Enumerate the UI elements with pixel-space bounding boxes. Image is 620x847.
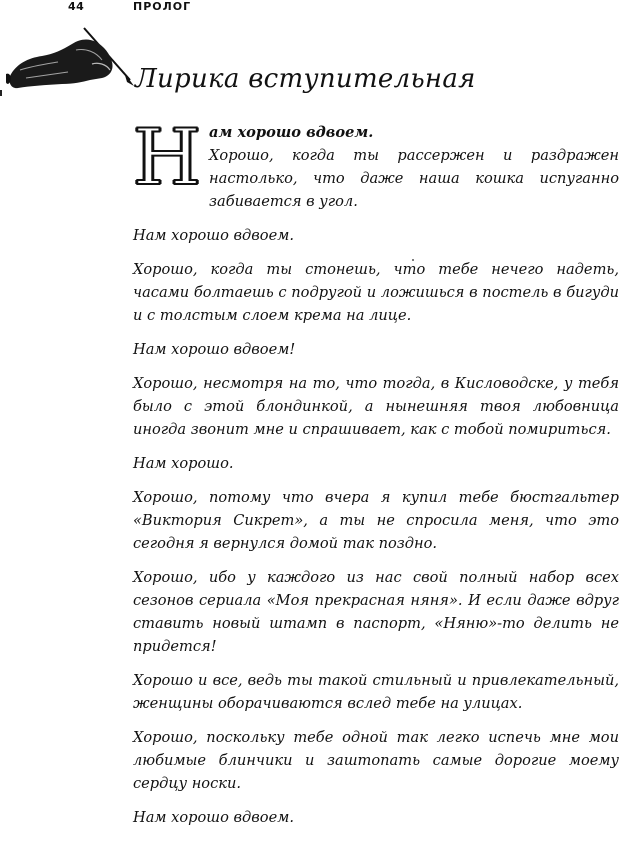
- writing-hand-icon: [6, 24, 136, 94]
- paragraph-8: Хорошо, ибо у каждого из нас свой полный набор всех сезонов сериала «Моя прекрасная няня». И если даже вдруг ставить новый штамп в паспорт, «Няню»-то делить не придется!: [133, 569, 619, 655]
- paragraph-4: Нам хорошо вдвоем!: [133, 341, 296, 358]
- paragraph-5: Хорошо, несмотря на то, что тогда, в Кисловодске, у тебя было с этой блондинкой, а нынешняя твоя любовница иногда звонит мне и спрашивает, как с тобой помириться.: [133, 375, 619, 438]
- paragraph-2: Нам хорошо вдвоем.: [133, 227, 294, 244]
- stray-dot: [412, 259, 414, 261]
- lead-line: ам хорошо вдвоем.: [209, 124, 374, 141]
- paragraph-1: Хорошо, когда ты рассержен и раздражен настолько, что даже наша кошка испуганно забивается в угол.: [209, 147, 619, 210]
- running-header: ПРОЛОГ: [133, 0, 192, 13]
- paragraph-3: Хорошо, когда ты стонешь, что тебе нечего надеть, часами болтаешь с подругой и ложишься в постель в бигуди и с толстым слоем крема на лице.: [133, 261, 619, 324]
- lead-paragraph: [133, 113, 619, 213]
- paragraph-11: Нам хорошо вдвоем.: [133, 809, 294, 826]
- body-text: [133, 113, 619, 840]
- drop-cap: Н: [133, 113, 202, 203]
- paragraph-7: Хорошо, потому что вчера я купил тебе бюстгальтер «Виктория Сикрет», а ты не спросила меня, что это сегодня я вернулся домой так поздно.: [133, 489, 619, 552]
- paragraph-10: Хорошо, поскольку тебе одной так легко испечь мне мои любимые блинчики и заштопать самые дорогие моему сердцу носки.: [133, 729, 619, 792]
- edge-mark: [0, 90, 2, 96]
- paragraph-9: Хорошо и все, ведь ты такой стильный и привлекательный, женщины оборачиваются вслед тебе на улицах.: [133, 672, 619, 712]
- page-number: 44: [68, 0, 85, 13]
- chapter-title: Лирика вступительная: [135, 64, 476, 94]
- paragraph-6: Нам хорошо.: [133, 455, 234, 472]
